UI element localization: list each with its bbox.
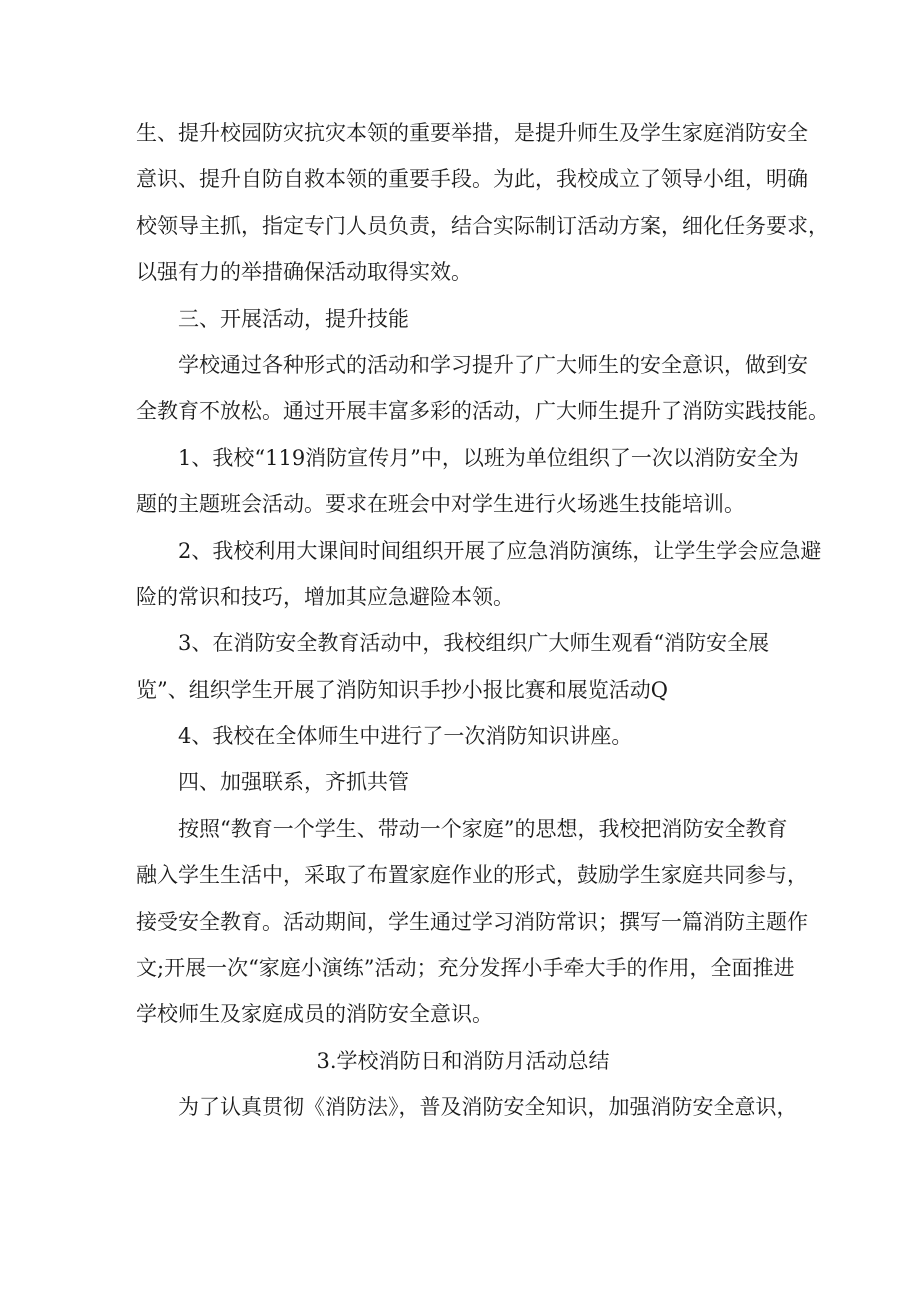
- paragraph-line: 生、提升校园防灾抗灾本领的重要举措，是提升师生及学生家庭消防安全: [136, 121, 808, 145]
- paragraph-line: 接受安全教育。活动期间，学生通过学习消防常识；撰写一篇消防主题作: [136, 909, 808, 934]
- paragraph-line: 以强有力的举措确保活动取得实效。: [136, 260, 472, 285]
- list-item: 4、我校在全体师生中进行了一次消防知识讲座。: [178, 724, 633, 749]
- paragraph-line: 校领导主抓，指定专门人员负责，结合实际制订活动方案，细化任务要求，: [136, 213, 829, 238]
- paragraph-line: 按照“教育一个学生、带动一个家庭”的思想，我校把消防安全教育: [178, 816, 788, 841]
- paragraph-line: 融入学生生活中，采取了布置家庭作业的形式，鼓励学生家庭共同参与，: [136, 863, 808, 888]
- paragraph-line: 览”、组织学生开展了消防知识手抄小报比赛和展览活动Q: [136, 677, 668, 702]
- document-title: 3.学校消防日和消防月活动总结: [316, 1048, 610, 1073]
- paragraph-line: 全教育不放松。通过开展丰富多彩的活动，广大师生提升了消防实践技能。: [136, 399, 829, 424]
- section-heading: 四、加强联系，齐抓共管: [178, 770, 409, 795]
- paragraph-line: 学校师生及家庭成员的消防安全意识。: [136, 1002, 493, 1027]
- paragraph-line: 意识、提升自防自救本领的重要手段。为此，我校成立了领导小组，明确: [136, 167, 808, 192]
- paragraph-line: 险的常识和技巧，增加其应急避险本领。: [136, 584, 514, 609]
- paragraph-line: 文;开展一次“家庭小演练”活动；充分发挥小手牵大手的作用，全面推进: [136, 956, 795, 981]
- paragraph-line: 题的主题班会活动。要求在班会中对学生进行火场逃生技能培训。: [136, 492, 745, 517]
- section-heading: 三、开展活动，提升技能: [178, 306, 409, 331]
- document-page: [136, 110, 829, 1131]
- list-item: 1、我校“119消防宣传月”中，以班为单位组织了一次以消防安全为: [178, 445, 799, 470]
- list-item: 2、我校利用大课间时间组织开展了应急消防演练，让学生学会应急避: [178, 538, 822, 563]
- list-item: 3、在消防安全教育活动中，我校组织广大师生观看“消防安全展: [178, 631, 770, 656]
- paragraph-line: 为了认真贯彻《消防法》，普及消防安全知识，加强消防安全意识，: [178, 1095, 798, 1120]
- paragraph-line: 学校通过各种形式的活动和学习提升了广大师生的安全意识，做到安: [178, 352, 808, 377]
